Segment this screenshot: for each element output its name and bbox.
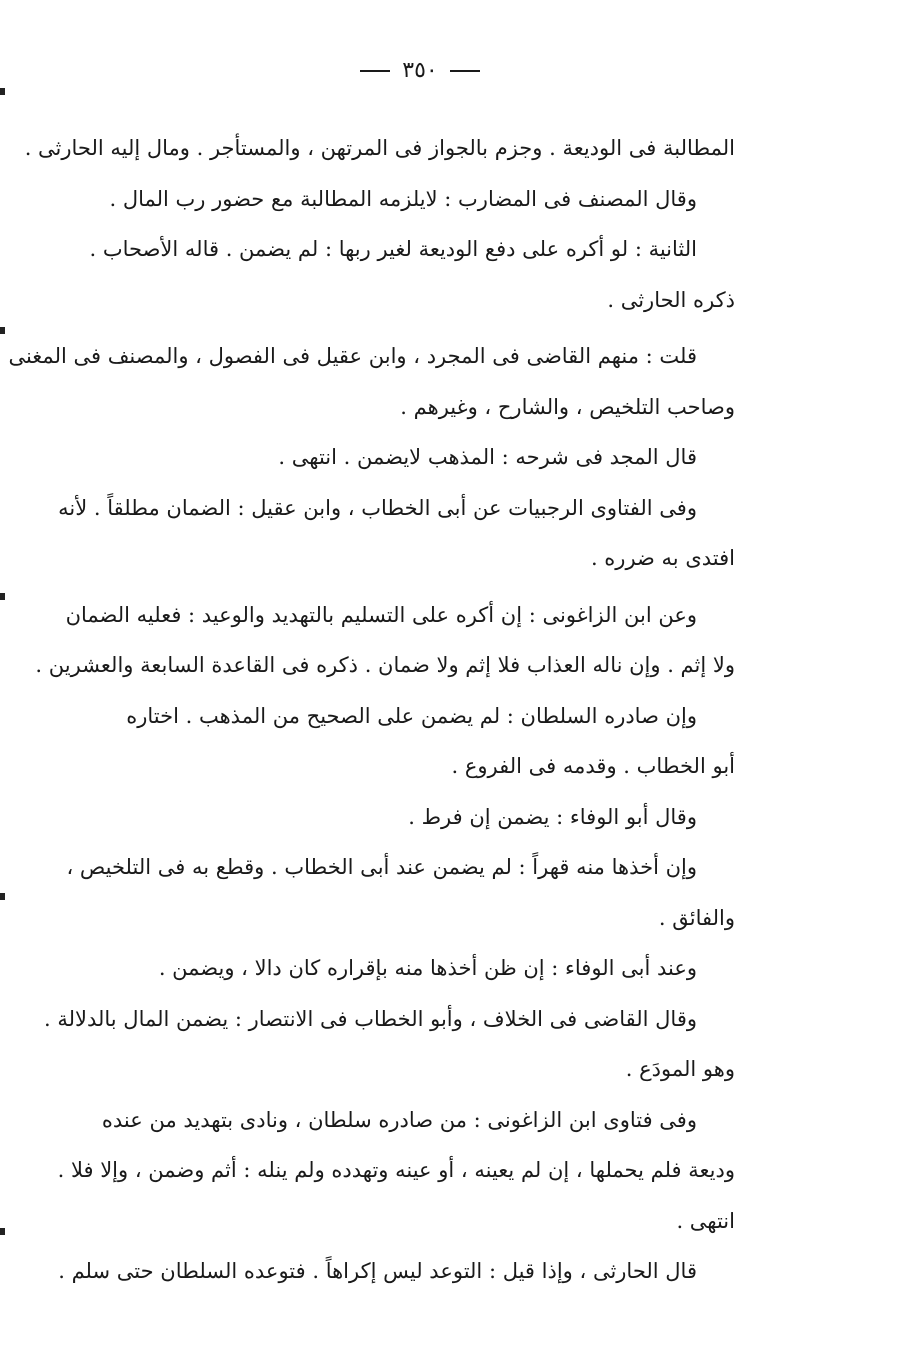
text-line: وعن ابن الزاغونى : إن أكره على التسليم بالتهديد والوعيد : فعليه الضمان — [65, 602, 697, 627]
text-line: وإن صادره السلطان : لم يضمن على الصحيح من المذهب . اختاره — [126, 703, 697, 728]
text-line: وفى فتاوى ابن الزاغونى : من صادره سلطان ، ونادى بتهديد من عنده — [101, 1107, 697, 1132]
text-line: وهو المودَع . — [625, 1057, 735, 1081]
text-line: قال المجد فى شرحه : المذهب لايضمن . انتهى . — [278, 445, 697, 469]
text-line: وإن أخذها منه قهراً : لم يضمن عند أبى الخطاب . وقطع به فى التلخيص ، — [66, 855, 697, 879]
text-line: المطالبة فى الوديعة . وجزم بالجواز فى المرتهن ، والمستأجر . ومال إليه الحارثى . — [24, 136, 735, 160]
body-text — [8, 123, 735, 1297]
text-line: وديعة فلم يحملها ، إن لم يعينه ، أو عينه وتهدده ولم ينله : أثم وضمن ، وإلا فلا . — [57, 1158, 735, 1182]
text-line: وقال القاضى فى الخلاف ، وأبو الخطاب فى الانتصار : يضمن المال بالدلالة . — [43, 1006, 697, 1031]
page-number-dash-right — [450, 70, 480, 72]
text-line: والفائق . — [658, 905, 735, 930]
page-number-dash-left — [360, 70, 390, 72]
text-line: وصاحب التلخيص ، والشارح ، وغيرهم . — [400, 394, 735, 419]
page-number — [0, 58, 840, 83]
page-number-text: ٣٥٠ — [402, 58, 438, 83]
text-line: وعند أبى الوفاء : إن ظن أخذها منه بإقراره كان دالا ، ويضمن . — [158, 956, 697, 980]
text-line: الثانية : لو أكره على دفع الوديعة لغير ربها : لم يضمن . قاله الأصحاب . — [89, 237, 697, 261]
text-line: وفى الفتاوى الرجبيات عن أبى الخطاب ، وابن عقيل : الضمان مطلقاً . لأنه — [58, 495, 697, 520]
text-line: انتهى . — [676, 1208, 735, 1233]
text-line: وقال المصنف فى المضارب : لايلزمه المطالبة مع حضور رب المال . — [109, 186, 697, 211]
text-line: ولا إثم . وإن ناله العذاب فلا إثم ولا ضمان . ذكره فى القاعدة السابعة والعشرين . — [35, 653, 735, 677]
text-line: ذكره الحارثى . — [607, 287, 735, 312]
text-line: أبو الخطاب . وقدمه فى الفروع . — [451, 754, 735, 778]
text-line: قال الحارثى ، وإذا قيل : التوعد ليس إكراهاً . فتوعده السلطان حتى سلم . — [58, 1259, 697, 1283]
text-line: افتدى به ضرره . — [590, 546, 735, 570]
scan-margin-mark — [0, 327, 5, 334]
text-line: قلت : منهم القاضى فى المجرد ، وابن عقيل فى الفصول ، والمصنف فى المغنى — [8, 344, 697, 368]
scan-margin-mark — [0, 88, 5, 95]
scan-margin-mark — [0, 893, 5, 900]
text-line: وقال أبو الوفاء : يضمن إن فرط . — [408, 804, 697, 829]
scan-margin-mark — [0, 1228, 5, 1235]
scan-margin-mark — [0, 593, 5, 600]
